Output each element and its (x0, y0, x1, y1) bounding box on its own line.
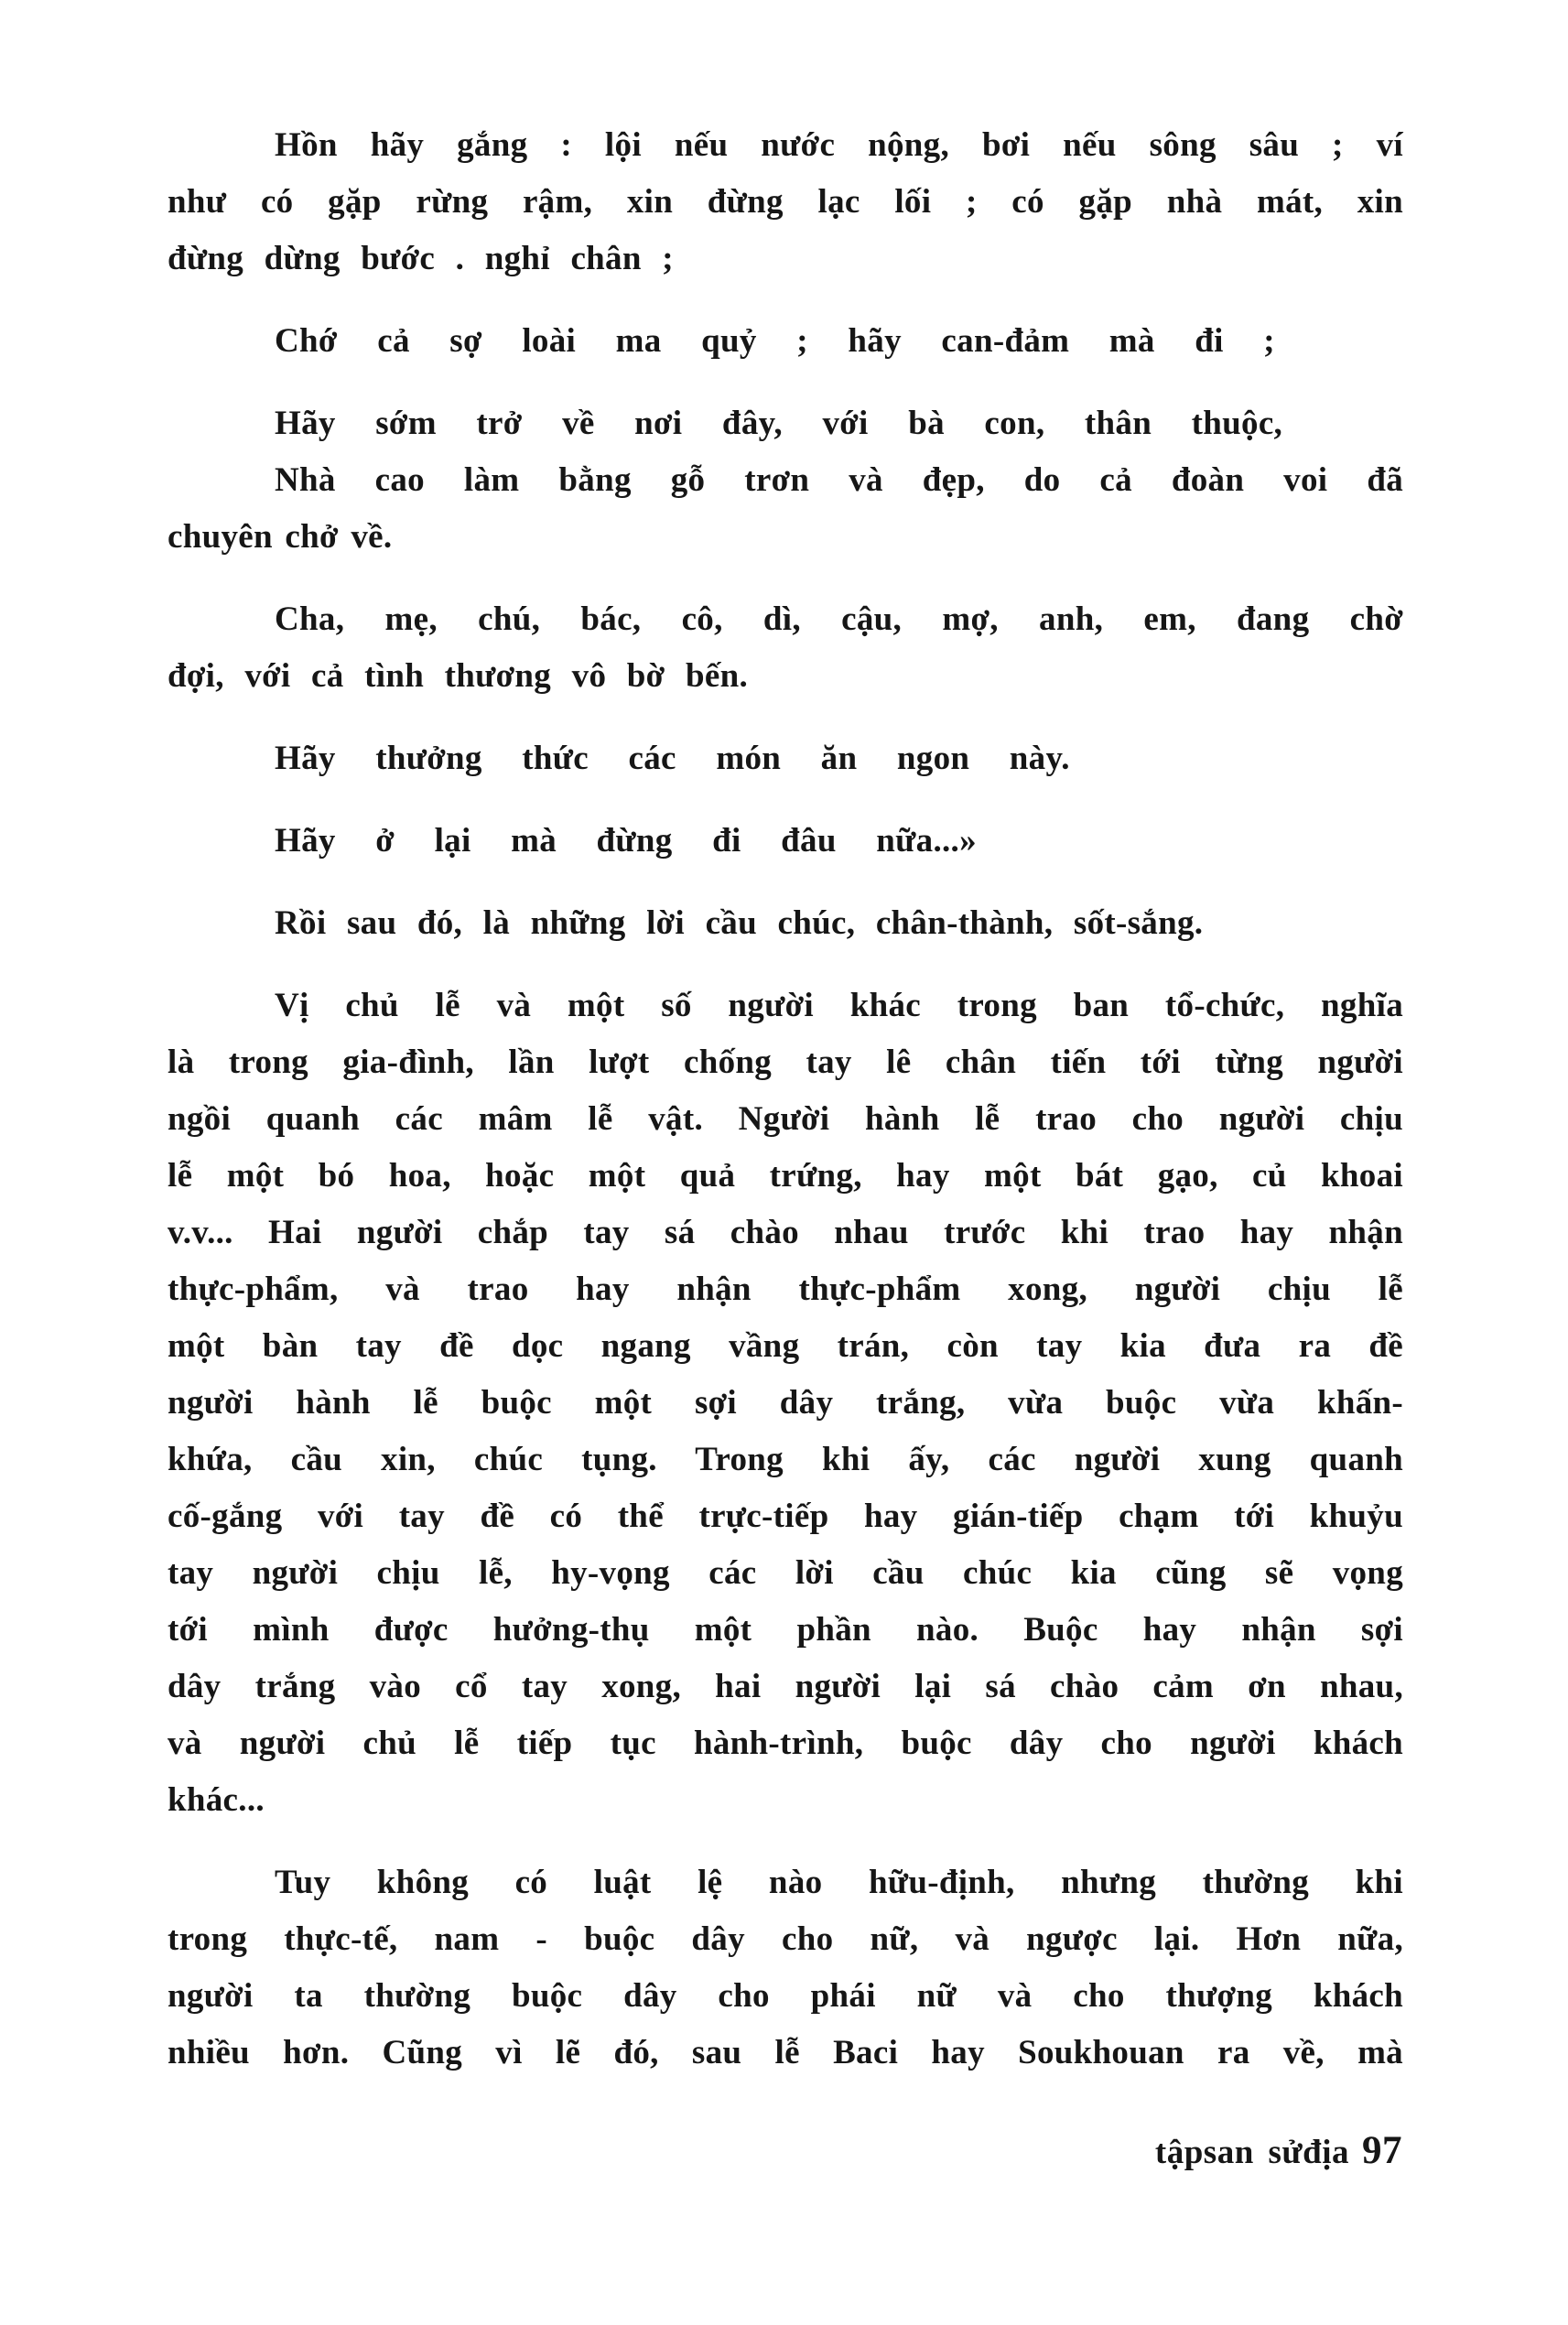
text-line: là trong gia-đình, lần lượt chống tay lê chân tiến tới từng người (168, 1044, 1403, 1081)
page-number: 97 (1362, 2129, 1402, 2172)
paragraph-10 (168, 1855, 1403, 2082)
text-line: khứa, cầu xin, chúc tụng. Trong khi ấy, các người xung quanh (168, 1441, 1403, 1478)
paragraph-2 (168, 313, 1403, 370)
text-line: thực-phẩm, và trao hay nhận thực-phẩm xong, người chịu lễ (168, 1271, 1403, 1308)
paragraph-5 (168, 591, 1403, 705)
text-line: Hãy sớm trở về nơi đây, với bà con, thân thuộc, (275, 405, 1283, 442)
text-line: người ta thường buộc dây cho phái nữ và cho thượng khách (168, 1977, 1403, 2015)
text-line: Hãy ở lại mà đừng đi đâu nữa...» (275, 822, 977, 860)
text-line: Cha, mẹ, chú, bác, cô, dì, cậu, mợ, anh, em, đang chờ (275, 600, 1403, 638)
text-line: Rồi sau đó, là những lời cầu chúc, chân-thành, sốt-sắng. (275, 904, 1204, 942)
text-line: tới mình được hưởng-thụ một phần nào. Buộc hay nhận sợi (168, 1611, 1403, 1649)
text-line: dây trắng vào cổ tay xong, hai người lại sá chào cảm ơn nhau, (168, 1668, 1403, 1705)
text-line: như có gặp rừng rậm, xin đừng lạc lối ; có gặp nhà mát, xin (168, 183, 1403, 221)
text-line: cố-gắng với tay đề có thể trực-tiếp hay gián-tiếp chạm tới khuỷu (168, 1498, 1403, 1535)
text-line: lễ một bó hoa, hoặc một quả trứng, hay một bát gạo, củ khoai (168, 1157, 1403, 1195)
page-footer (1155, 2128, 1402, 2173)
paragraph-4 (168, 452, 1403, 566)
text-line: chuyên chở về. (168, 518, 393, 556)
text-line: Hồn hãy gắng : lội nếu nước nộng, bơi nếu sông sâu ; ví (275, 126, 1403, 164)
text-line: khác... (168, 1781, 265, 1819)
paragraph-7 (168, 813, 1403, 870)
text-line: đừng dừng bước . nghỉ chân ; (168, 240, 674, 277)
text-line: Nhà cao làm bằng gỗ trơn và đẹp, do cả đoàn voi đã (275, 461, 1403, 499)
text-line: và người chủ lễ tiếp tục hành-trình, buộc dây cho người khách (168, 1725, 1403, 1762)
paragraph-8 (168, 895, 1403, 952)
text-line: v.v... Hai người chắp tay sá chào nhau trước khi trao hay nhận (168, 1214, 1403, 1251)
text-line: một bàn tay đề dọc ngang vầng trán, còn tay kia đưa ra đề (168, 1327, 1403, 1365)
text-line: ngồi quanh các mâm lễ vật. Người hành lễ trao cho người chịu (168, 1100, 1403, 1138)
text-line: Vị chủ lễ và một số người khác trong ban tổ-chức, nghĩa (275, 987, 1403, 1024)
text-line: tay người chịu lễ, hy-vọng các lời cầu chúc kia cũng sẽ vọng (168, 1554, 1403, 1592)
text-line: Hãy thưởng thức các món ăn ngon này. (275, 740, 1070, 777)
paragraph-3 (168, 395, 1403, 452)
paragraph-1 (168, 117, 1403, 287)
paragraph-9 (168, 978, 1403, 1829)
journal-name: tậpsan sửđịa (1154, 2134, 1349, 2171)
text-line: đợi, với cả tình thương vô bờ bến. (168, 657, 749, 695)
paragraph-6 (168, 730, 1403, 787)
text-line: Tuy không có luật lệ nào hữu-định, nhưng thường khi (275, 1864, 1403, 1901)
text-block (168, 117, 1403, 2082)
text-line: nhiều hơn. Cũng vì lẽ đó, sau lễ Baci hay Soukhouan ra về, mà (168, 2034, 1403, 2071)
text-line: Chớ cả sợ loài ma quỷ ; hãy can-đảm mà đi ; (275, 322, 1275, 360)
text-line: người hành lễ buộc một sợi dây trắng, vừa buộc vừa khấn- (168, 1384, 1403, 1422)
text-line: trong thực-tế, nam - buộc dây cho nữ, và ngược lại. Hơn nữa, (168, 1920, 1403, 1958)
